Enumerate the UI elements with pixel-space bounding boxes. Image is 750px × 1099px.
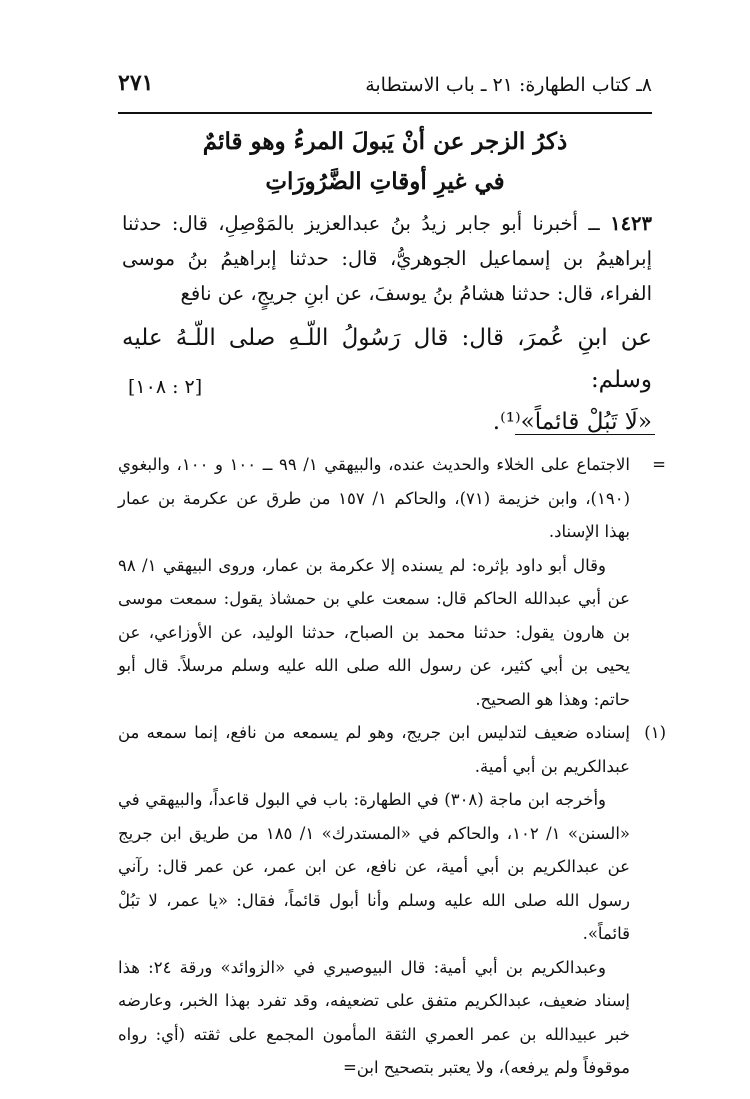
footnote-divider xyxy=(515,434,655,435)
running-header xyxy=(118,70,652,110)
hadith-isnad xyxy=(122,206,652,311)
footnote-1 xyxy=(118,716,666,1085)
footnote-paragraph: وأخرجه ابن ماجة (٣٠٨) في الطهارة: باب في البول قاعداً، والبيهقي في «السنن» ١/ ١٠٢، والحاكم في «المستدرك» ١/ ١٨٥ من طريق ابن جريج عن عبدالكريم بن أبي أمية، عن نافع، عن ابن عمر، عن عمر قال: رآني رسول الله صلى الله عليه وسلم وأنا أبول قائماً، فقال: «يا عمر، لا تبُلْ قائماً». xyxy=(118,790,630,943)
footnote-continued xyxy=(118,448,666,716)
footnotes xyxy=(118,448,666,1085)
hadith-matn-line-2: «لَا تَبُلْ قائماً»⁽¹⁾. xyxy=(492,409,652,435)
header-title: ٨ـ كتاب الطهارة: ٢١ ـ باب الاستطابة xyxy=(365,74,652,96)
hadith-number: ١٤٢٣ xyxy=(610,212,653,235)
footnote-paragraph: وعبدالكريم بن أبي أمية: قال البيوصيري في «الزوائد» ورقة ٢٤: هذا إسناد ضعيف، عبدالكريم متفق على تضعيفه، وقد تفرد بهذا الخبر، وعارضه خبر عبيدالله بن عمر العمري الثقة المأمون المجمع على ثقته (أي: رواه موقوفاً ولم يرفعه)، ولا يعتبر بتصحيح ابن= xyxy=(118,957,630,1077)
chapter-heading-line-2: في غيرِ أوقاتِ الضَّرُورَاتِ xyxy=(265,168,505,195)
hadith-isnad-text: ــ أخبرنا أبو جابر زيدُ بنُ عبدالعزيز بالمَوْصِلِ، قال: حدثنا إبراهيمُ بن إسماعيل الجوهريُّ، قال: حدثنا إبراهيمُ بنُ موسى الفراء، قال: حدثنا هشامُ بنُ يوسفَ، عن ابنِ جريجٍ، عن نافع xyxy=(122,212,652,305)
footnote-marker: (١) xyxy=(644,723,666,742)
footnote-paragraph: الاجتماع على الخلاء والحديث عنده، والبيهقي ١/ ٩٩ ــ ١٠٠ و ١٠٠، والبغوي (١٩٠)، وابن خزيمة (٧١)، والحاكم ١/ ١٥٧ من طرق عن عكرمة بن عمار بهذا الإسناد. xyxy=(118,455,631,541)
header-divider xyxy=(118,112,652,114)
chapter-heading-line-1: ذكرُ الزجر عن أنْ يَبولَ المرءُ وهو قائمٌ xyxy=(202,128,568,155)
hadith-reference: [٢ : ١٠٨] xyxy=(128,376,203,398)
hadith-matn-line-1: عن ابنِ عُمرَ، قال: قال رَسُولُ اللّـهِ صلى اللّـهُ عليه وسلم: xyxy=(122,325,652,393)
footnote-marker: = xyxy=(652,455,666,474)
footnote-paragraph: إسناده ضعيف لتدليس ابن جريج، وهو لم يسمعه من نافع، إنما سمعه من عبدالكريم بن أبي أمية. xyxy=(118,723,630,776)
page-number: ٢٧١ xyxy=(118,70,154,96)
hadith-block xyxy=(122,206,652,443)
footnote-paragraph: وقال أبو داود بإثره: لم يسنده إلا عكرمة بن عمار، وروى البيهقي ١/ ٩٨ عن أبي عبدالله الحاكم قال: سمعت علي بن حمشاذ يقول: سمعت موسى بن هارون يقول: حدثنا محمد بن الصباح، حدثنا الوليد، عن الأوزاعي، عن يحيى بن أبي كثير، عن رسول الله صلى الله عليه وسلم مرسلاً. قال أبو حاتم: وهذا هو الصحيح. xyxy=(118,555,630,709)
